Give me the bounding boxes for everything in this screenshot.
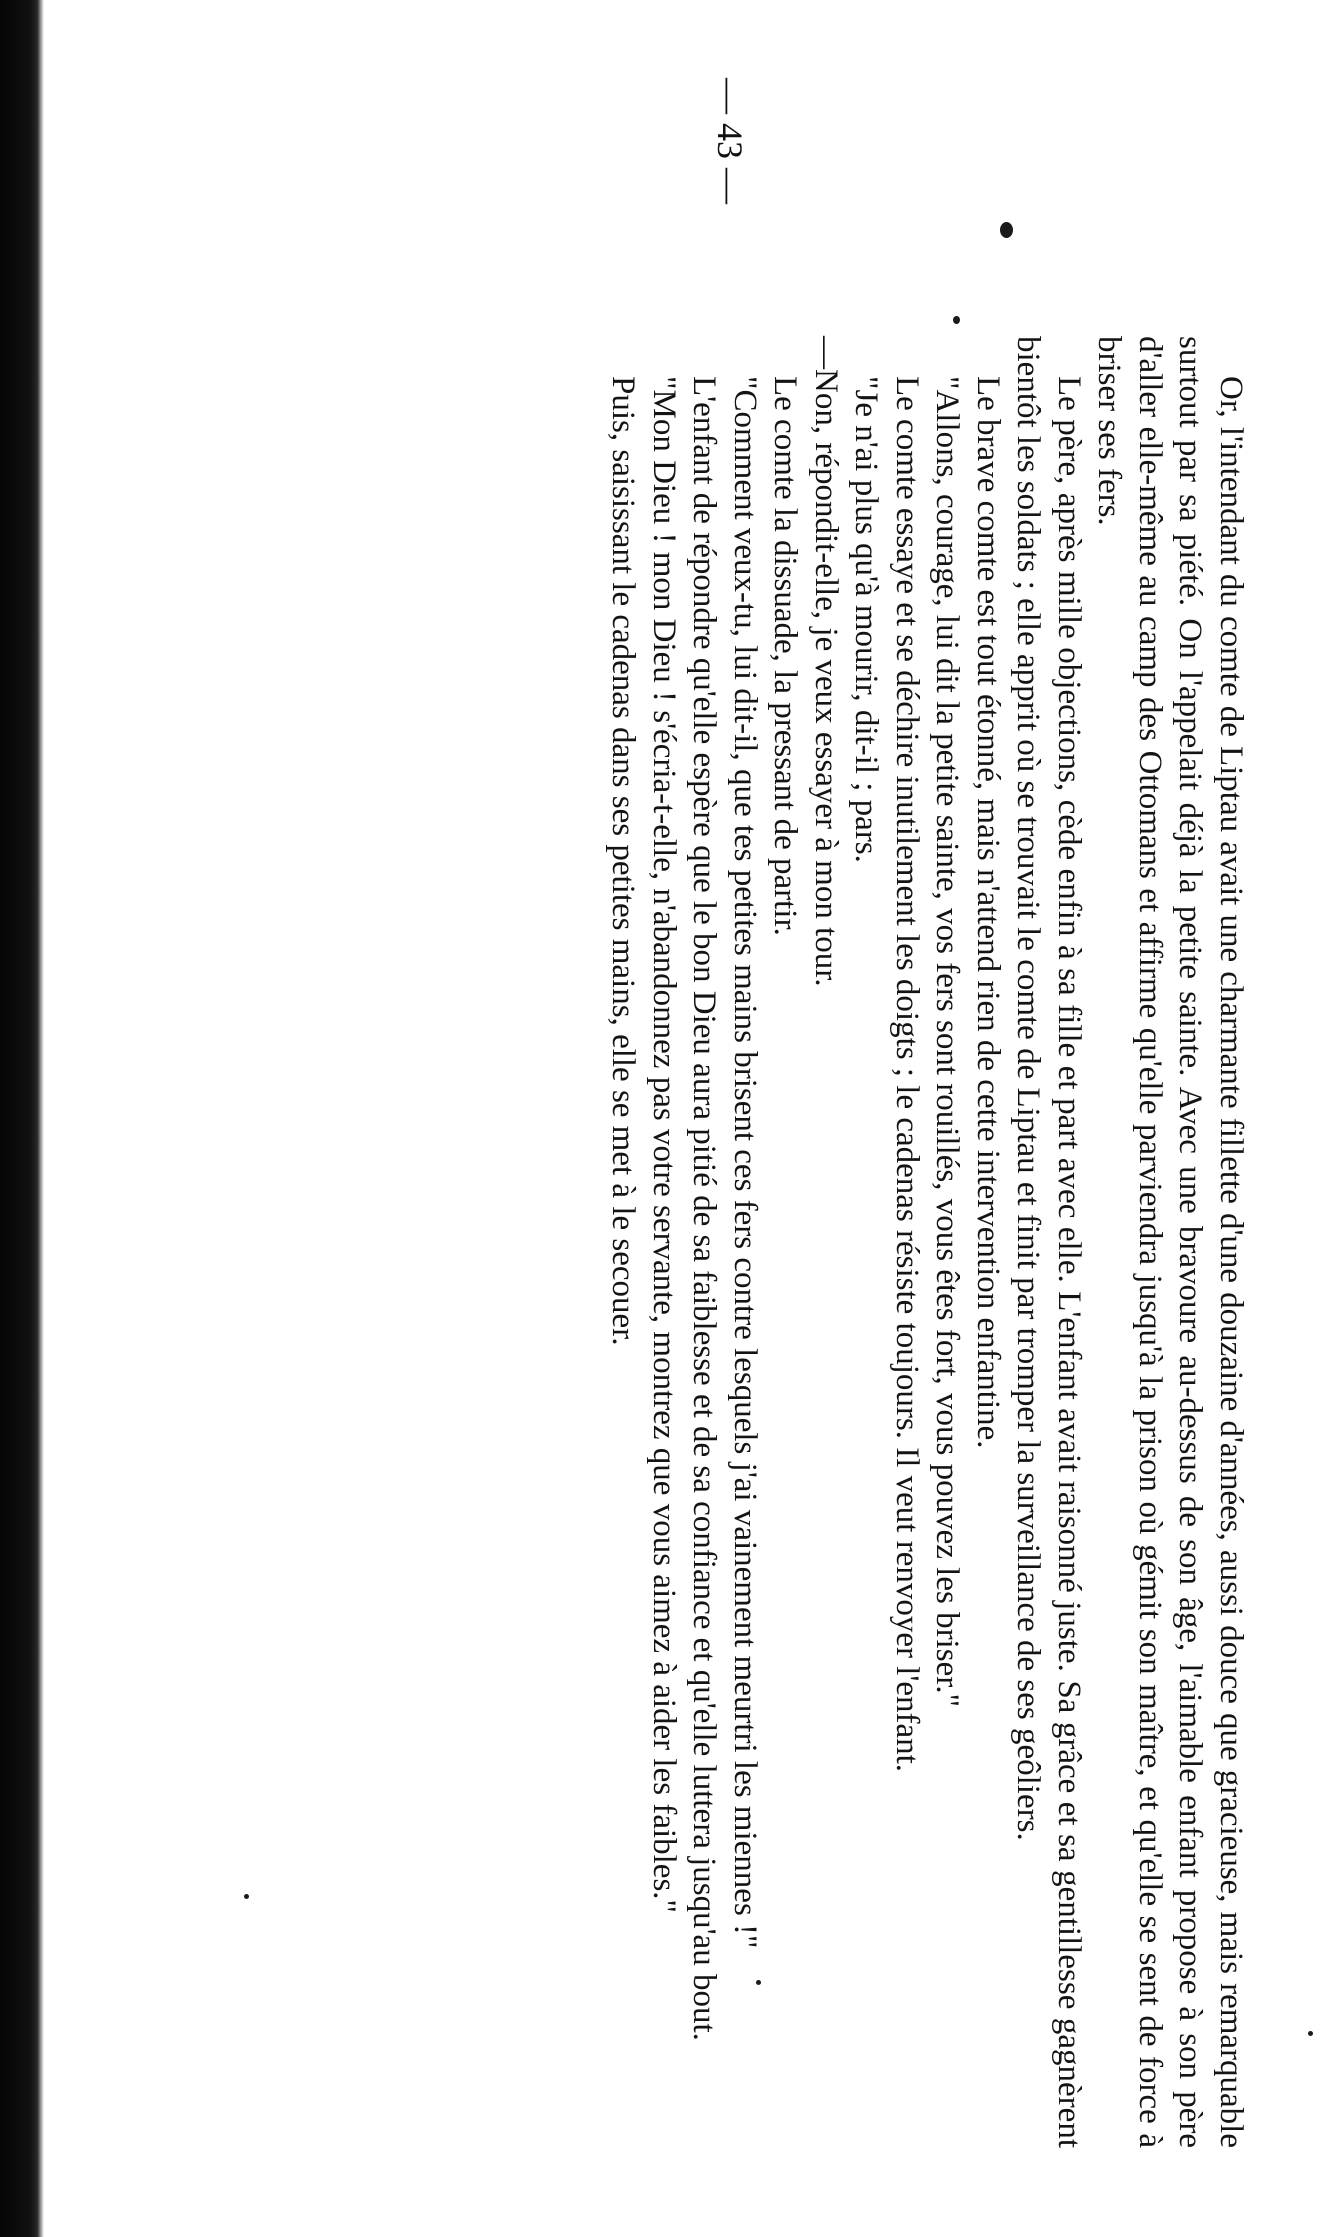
paragraph: Puis, saisissant le cadenas dans ses petites mains, elle se met à le secouer. (605, 376, 642, 1346)
binding-edge (0, 0, 44, 2237)
paragraph: L'enfant de répondre qu'elle espère que le bon Dieu aura pitié de sa faiblesse et de sa confiance et qu'elle luttera jusqu'au bout. (686, 376, 723, 2041)
body-text (141, 336, 1251, 2148)
ink-speck (953, 316, 960, 324)
paragraph: "Comment veux-tu, lui dit-il, que tes petites mains brisent ces fers contre lesquels j'ai vainement meurtri les miennes !" (727, 376, 763, 1949)
page-number: — 43 — (710, 78, 750, 204)
paragraph: Or, l'intendant du comte de Liptau avait une charmante fillette d'une douzaine d'années, aussi douce que gracieuse, mais remarquable surtout par sa piété. On l'appelait déjà la petite sainte. Avec une bravoure au-dessus de son âge, l'aimable enfant propose à son père d'aller elle-même au camp des Ottomans et affirme qu'elle parviendra jusqu'à la prison où gémit son maître, et qu'elle se sent de force à briser ses fers. (1091, 336, 1249, 2148)
paragraph: Le brave comte est tout étonné, mais n'attend rien de cette intervention enfantine. (970, 376, 1006, 1449)
ink-speck (1000, 222, 1013, 238)
paragraph: "Je n'ai plus qu'à mourir, dit-il ; pars. (848, 376, 885, 863)
ink-speck (1308, 2031, 1313, 2036)
paragraph: Le comte essaye et se déchire inutilement les doigts ; le cadenas résiste toujours. Il veut renvoyer l'enfant. (889, 376, 925, 1773)
ink-speck (244, 1894, 249, 1899)
paragraph: Le père, après mille objections, cède enfin à sa fille et part avec elle. L'enfant avait raisonné juste. Sa grâce et sa gentillesse gagnèrent bientôt les soldats ; elle apprit où se trouvait le comte de Liptau et finit par tromper la surveillance de ses geôliers. (1010, 336, 1087, 2148)
paragraph: "Allons, courage, lui dit la petite sainte, vos fers sont rouillés, vous êtes fort, vous pouvez les briser." (929, 376, 966, 1708)
paragraph: —Non, répondit-elle, je veux essayer à mon tour. (808, 336, 844, 987)
ink-speck (756, 1980, 761, 1985)
paragraph: "Mon Dieu ! mon Dieu ! s'écria-t-elle, n'abandonnez pas votre servante, montrez que vous aimez à aider les faibles." (646, 376, 682, 1914)
paragraph: Le comte la dissuade, la pressant de partir. (767, 376, 804, 936)
